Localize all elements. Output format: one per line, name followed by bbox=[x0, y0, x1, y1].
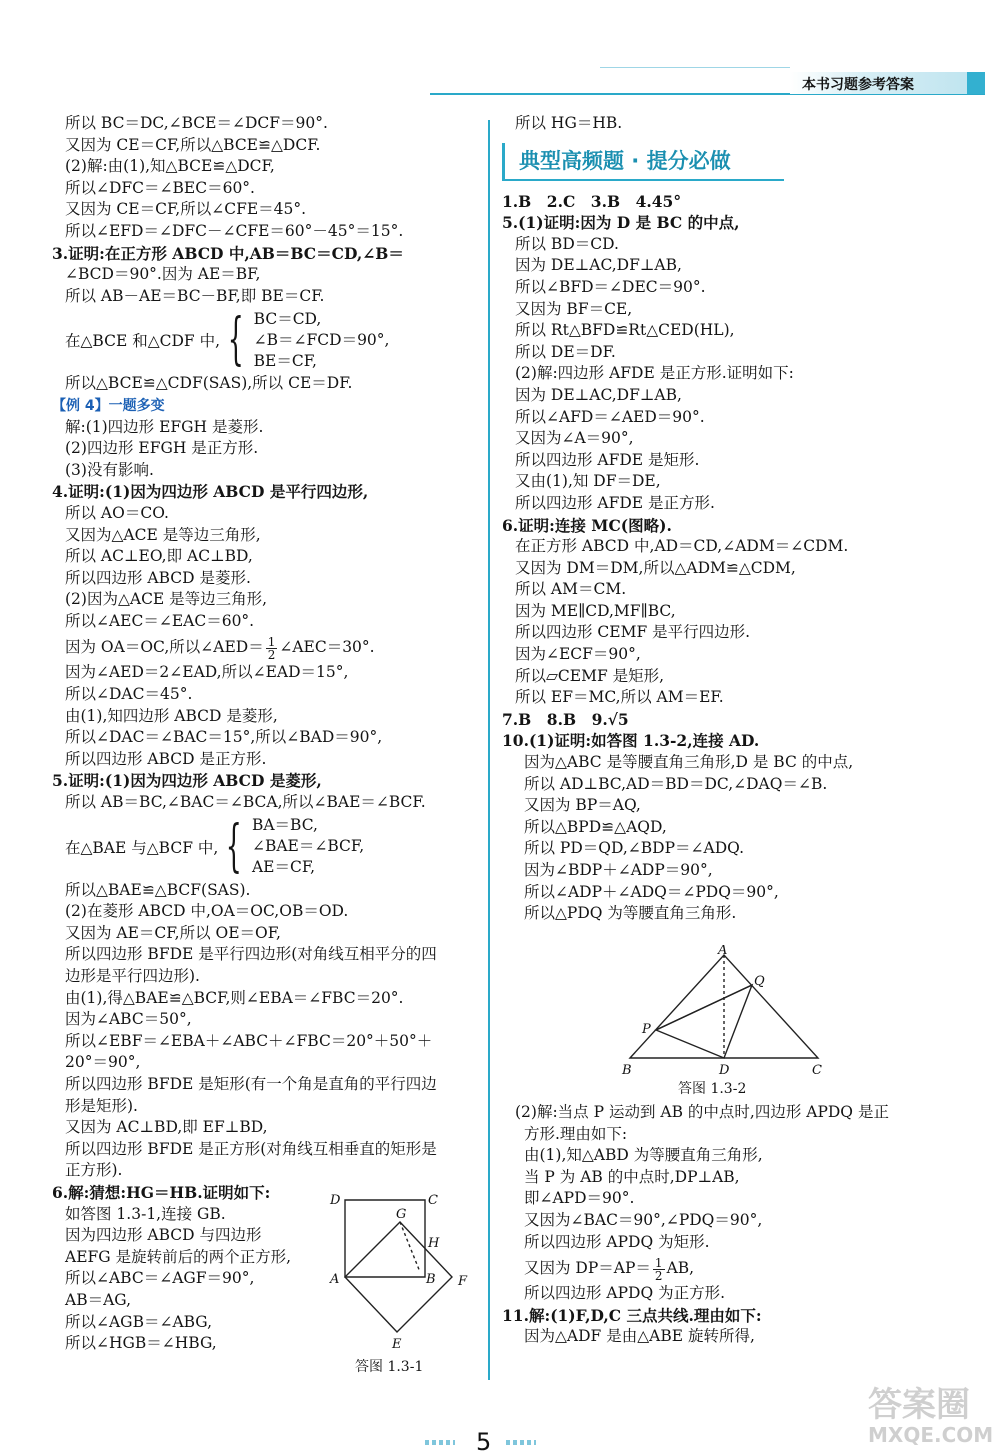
problem-3-start: 3.证明:在正方形 ABCD 中,AB＝BC＝CD,∠B＝ bbox=[52, 243, 404, 263]
fraction bbox=[653, 1257, 665, 1282]
text-line: 所以∠DAC＝45°. bbox=[65, 685, 193, 704]
label-a: A bbox=[718, 945, 728, 958]
label-e: E bbox=[392, 1337, 402, 1352]
label-h: H bbox=[428, 1236, 440, 1251]
problem-4-start: 4.证明:(1)因为四边形 ABCD 是平行四边形, bbox=[52, 482, 369, 502]
equation-system-2 bbox=[52, 814, 477, 880]
text-line: 所以∠BFD＝∠DEC＝90°. bbox=[515, 277, 706, 296]
figure-2-caption: 答图 1.3-2 bbox=[678, 1081, 747, 1097]
label-c: C bbox=[428, 1193, 438, 1208]
answers-7-9: 7.B 8.B 9.√5 bbox=[502, 709, 629, 729]
footer-decoration-right bbox=[506, 1440, 536, 1445]
text-line: 因为△ADF 是由△ABE 旋转所得, bbox=[524, 1327, 755, 1346]
answers-1-4: 1.B 2.C 3.B 4.45° bbox=[502, 191, 682, 211]
text-line: 所以△BCE≌△CDF(SAS),所以 CE＝DF. bbox=[65, 374, 353, 393]
text-line: 因为∠BDP＋∠ADP＝90°, bbox=[524, 861, 713, 879]
segment-gb bbox=[400, 1222, 420, 1272]
text-line: 因为 DE⊥AC,DF⊥AB, bbox=[515, 385, 682, 404]
text-line: 由(1),得△BAE≌△BCF,则∠EBA＝∠FBC＝20°. bbox=[65, 988, 404, 1007]
label-g: G bbox=[396, 1207, 407, 1222]
column-divider bbox=[488, 120, 490, 1380]
text-line: 所以四边形 APDQ 为正方形. bbox=[524, 1284, 726, 1303]
text-line: 所以四边形 BFDE 是平行四边形(对角线互相平分的四 bbox=[65, 945, 437, 964]
text-line: 所以∠AEC＝∠EAC＝60°. bbox=[65, 611, 255, 630]
text-line: 解:(1)四边形 EFGH 是菱形. bbox=[65, 417, 264, 436]
brace-icon: { bbox=[227, 307, 244, 373]
text-line: 因为△ABC 是等腰直角三角形,D 是 BC 的中点, bbox=[524, 753, 854, 772]
label-d: D bbox=[719, 1063, 730, 1078]
text-line: AB＝AG, bbox=[65, 1290, 132, 1309]
text-line: 所以∠DFC＝∠BEC＝60°. bbox=[65, 178, 255, 197]
text-line: (2)解:由(1),知△BCE≌△DCF, bbox=[65, 157, 275, 176]
text-line: 又因为∠A＝90°, bbox=[515, 429, 634, 448]
text-line: 如答图 1.3-1,连接 GB. bbox=[65, 1204, 226, 1223]
text-line: 所以 AD⊥BC,AD＝BD＝DC,∠DAQ＝∠B. bbox=[524, 774, 828, 793]
label-a: A bbox=[330, 1272, 340, 1287]
text-line: 又因为△ACE 是等边三角形, bbox=[65, 525, 261, 544]
text-line: 20°＝90°, bbox=[65, 1053, 141, 1072]
denominator: 2 bbox=[654, 1268, 663, 1283]
text-fragment: 又因为 DP＝AP＝ bbox=[524, 1259, 651, 1278]
right-column-continued bbox=[502, 1102, 972, 1348]
numerator: 1 bbox=[267, 634, 276, 649]
label-b: B bbox=[622, 1063, 632, 1078]
text-line: 所以 AM＝CM. bbox=[515, 580, 627, 599]
problem-6-start: 6.证明:连接 MC(图略). bbox=[502, 515, 672, 535]
text-line: 方形.理由如下: bbox=[524, 1124, 628, 1143]
left-column bbox=[52, 113, 477, 1355]
text-line: 所以△PDQ 为等腰直角三角形. bbox=[524, 904, 737, 923]
text-line: 所以四边形 BFDE 是正方形(对角线互相垂直的矩形是 bbox=[65, 1139, 437, 1158]
fraction bbox=[266, 636, 278, 661]
text-line: 因为四边形 ABCD 与四边形 bbox=[65, 1226, 262, 1245]
text-line: (2)解:当点 P 运动到 AB 的中点时,四边形 APDQ 是正 bbox=[515, 1103, 889, 1121]
problem-6-start: 6.解:猜想:HG＝HB.证明如下: bbox=[52, 1182, 271, 1202]
label-d: D bbox=[330, 1193, 341, 1208]
problem-11-start: 11.解:(1)F,D,C 三点共线.理由如下: bbox=[502, 1305, 762, 1325]
text-line: 形是矩形). bbox=[65, 1096, 138, 1115]
example-tag-label: 【例 4】一题多变 bbox=[52, 397, 165, 414]
text-line: 所以四边形 APDQ 为矩形. bbox=[524, 1232, 710, 1251]
text-line: 所以 PD＝QD,∠BDP＝∠ADQ. bbox=[524, 839, 744, 858]
text-line: 正方形). bbox=[65, 1161, 123, 1180]
text-line: 所以 Rt△BFD≌Rt△CED(HL), bbox=[515, 321, 735, 340]
label-f: F bbox=[458, 1274, 468, 1289]
text-line: 所以 EF＝MC,所以 AM＝EF. bbox=[515, 688, 724, 707]
text-line: (3)没有影响. bbox=[65, 460, 154, 479]
system-row: ∠BAE＝∠BCF, bbox=[251, 837, 365, 856]
text-fragment: ∠AEC＝30°. bbox=[279, 638, 375, 657]
text-line: 所以四边形 BFDE 是矩形(有一个角是直角的平行四边 bbox=[65, 1074, 437, 1093]
page-number: 5 bbox=[476, 1428, 492, 1456]
text-line: 边形是平行四边形). bbox=[65, 967, 200, 985]
text-line: 所以四边形 CEMF 是平行四边形. bbox=[515, 623, 751, 642]
text-line: 又因为 AE＝CF,所以 OE＝OF, bbox=[65, 923, 281, 942]
header-accent-bar bbox=[967, 72, 985, 94]
text-line: 又因为 CE＝CF,所以△BCE≌△DCF. bbox=[65, 135, 321, 154]
system-row: BE＝CF, bbox=[253, 351, 317, 370]
label-q: Q bbox=[754, 974, 765, 989]
triangle-pdq bbox=[656, 985, 752, 1058]
text-line: 所以四边形 ABCD 是正方形. bbox=[65, 749, 267, 768]
text-line: ∠BCD＝90°.因为 AE＝BF, bbox=[65, 265, 261, 284]
example-tag bbox=[52, 395, 477, 417]
numerator: 1 bbox=[654, 1255, 663, 1270]
text-line: 又因为 CE＝CF,所以∠CFE＝45°. bbox=[65, 200, 307, 219]
figure-1-3-1 bbox=[320, 1185, 480, 1365]
system-row: AE＝CF, bbox=[251, 858, 316, 877]
text-line: 由(1),知△ABD 为等腰直角三角形, bbox=[524, 1146, 763, 1165]
text-line: 所以∠ADP＋∠ADQ＝∠PDQ＝90°, bbox=[524, 882, 779, 901]
text-line: 因为∠ECF＝90°, bbox=[515, 645, 641, 664]
text-line: 又因为 BF＝CE, bbox=[515, 299, 633, 318]
label-p: P bbox=[642, 1022, 651, 1037]
text-line: 由(1),知四边形 ABCD 是菱形, bbox=[65, 706, 278, 725]
system-row: BA＝BC, bbox=[251, 816, 318, 835]
text-line: 又因为 DM＝DM,所以△ADM≌△CDM, bbox=[515, 558, 796, 577]
header-decoration bbox=[600, 67, 790, 78]
section-banner bbox=[502, 143, 784, 181]
text-line: 所以∠HGB＝∠HBG, bbox=[65, 1334, 217, 1353]
fraction-line bbox=[502, 1253, 972, 1283]
text-line: 因为∠AED＝2∠EAD,所以∠EAD＝15°, bbox=[65, 663, 349, 682]
text-line: 又因为 BP＝AQ, bbox=[524, 796, 641, 815]
denominator: 2 bbox=[267, 647, 276, 662]
problem-10-start: 10.(1)证明:如答图 1.3-2,连接 AD. bbox=[502, 731, 760, 751]
label-c: C bbox=[812, 1063, 822, 1078]
text-line: 所以 AC⊥EO,即 AC⊥BD, bbox=[65, 547, 253, 566]
text-line: 所以四边形 AFDE 是矩形. bbox=[515, 450, 700, 469]
text-line: 所以四边形 ABCD 是菱形. bbox=[65, 568, 251, 587]
text-line: (2)在菱形 ABCD 中,OA＝OC,OB＝OD. bbox=[65, 902, 349, 921]
equation-system-1 bbox=[52, 307, 477, 373]
text-line: 所以 AO＝CO. bbox=[65, 503, 169, 522]
label-b: B bbox=[426, 1272, 436, 1287]
header-tab bbox=[790, 72, 975, 94]
text-line: 所以∠ABC＝∠AGF＝90°, bbox=[65, 1269, 255, 1288]
problem-5-start: 5.(1)证明:因为 D 是 BC 的中点, bbox=[502, 213, 740, 233]
text-line: 所以 DE＝DF. bbox=[515, 342, 616, 361]
text-fragment: AB, bbox=[666, 1259, 695, 1278]
text-line: 所以 AB－AE＝BC－BF,即 BE＝CF. bbox=[65, 286, 325, 305]
text-line: 所以∠AGB＝∠ABG, bbox=[65, 1312, 213, 1331]
text-line: 又由(1),知 DF＝DE, bbox=[515, 472, 661, 491]
triangle-abc bbox=[630, 955, 818, 1058]
section-banner-title: 典型高频题 · 提分必做 bbox=[519, 148, 731, 173]
footer-decoration-left bbox=[425, 1440, 455, 1445]
text-line: 所以 HG＝HB. bbox=[515, 114, 623, 132]
text-line: 所以▱CEMF 是矩形, bbox=[515, 666, 665, 685]
text-line: 又因为 AC⊥BD,即 EF⊥BD, bbox=[65, 1118, 268, 1137]
text-line: 所以 BD＝CD. bbox=[515, 234, 619, 253]
text-line: 因为 DE⊥AC,DF⊥AB, bbox=[515, 256, 682, 275]
text-line: 在正方形 ABCD 中,AD＝CD,∠ADM＝∠CDM. bbox=[515, 537, 849, 556]
text-line: 所以△BAE≌△BCF(SAS). bbox=[65, 880, 251, 899]
text-line: 所以∠DAC＝∠BAC＝15°,所以∠BAD＝90°, bbox=[65, 728, 383, 747]
system-prefix: 在△BCE 和△CDF 中, bbox=[65, 332, 221, 351]
text-line: 所以四边形 AFDE 是正方形. bbox=[515, 493, 715, 512]
system-row: ∠B＝∠FCD＝90°, bbox=[253, 330, 390, 349]
text-line: AEFG 是旋转前后的两个正方形, bbox=[65, 1247, 291, 1266]
system-row: BC＝CD, bbox=[253, 309, 322, 328]
text-line: 所以∠EBF＝∠EBA＋∠ABC＋∠FBC＝20°＋50°＋ bbox=[65, 1031, 433, 1050]
figure-1-caption: 答图 1.3-1 bbox=[355, 1359, 424, 1375]
text-line: 所以∠AFD＝∠AED＝90°. bbox=[515, 407, 705, 426]
text-line: 因为 ME∥CD,MF∥BC, bbox=[515, 601, 676, 620]
text-line: (2)四边形 EFGH 是正方形. bbox=[65, 439, 259, 458]
text-line: 又因为∠BAC＝90°,∠PDQ＝90°, bbox=[524, 1210, 763, 1229]
watermark-url: MXQE.COM bbox=[868, 1423, 994, 1447]
system-prefix: 在△BAE 与△BCF 中, bbox=[65, 838, 219, 857]
text-line: 所以△BPD≌△AQD, bbox=[524, 817, 667, 836]
watermark-logo-text: 答案圈 bbox=[868, 1385, 970, 1425]
text-line: (2)解:四边形 AFDE 是正方形.证明如下: bbox=[515, 364, 794, 383]
text-line: 所以 BC＝DC,∠BCE＝∠DCF＝90°. bbox=[65, 114, 328, 132]
figure-1-3-2 bbox=[612, 945, 827, 1080]
header-title: 本书习题参考答案 bbox=[802, 77, 914, 93]
right-column bbox=[502, 113, 972, 925]
text-line: 当 P 为 AB 的中点时,DP⊥AB, bbox=[524, 1167, 740, 1186]
problem-5-start: 5.证明:(1)因为四边形 ABCD 是菱形, bbox=[52, 771, 322, 791]
text-line: 所以∠EFD＝∠DFC－∠CFE＝60°－45°＝15°. bbox=[65, 221, 404, 240]
brace-icon: { bbox=[226, 813, 243, 879]
text-line: (2)因为△ACE 是等边三角形, bbox=[65, 590, 268, 609]
text-fragment: 因为 OA＝OC,所以∠AED＝ bbox=[65, 638, 264, 657]
fraction-line bbox=[52, 632, 477, 662]
text-line: 即∠APD＝90°. bbox=[524, 1189, 635, 1208]
text-line: 因为∠ABC＝50°, bbox=[65, 1010, 192, 1029]
text-line: 所以 AB＝BC,∠BAC＝∠BCA,所以∠BAE＝∠BCF. bbox=[65, 793, 426, 812]
watermark bbox=[868, 1385, 994, 1452]
